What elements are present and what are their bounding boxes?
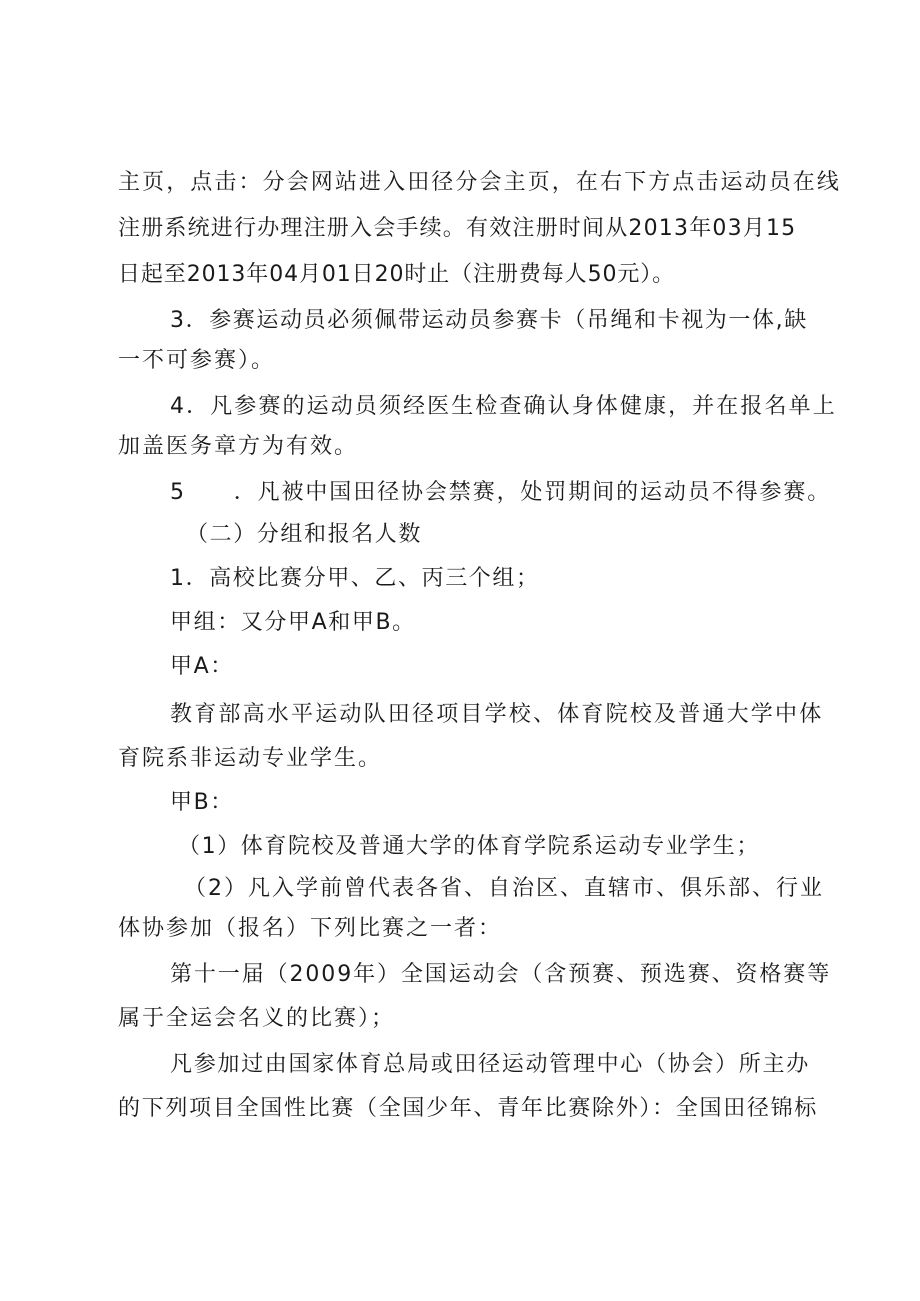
section-heading: （二）分组和报名人数 xyxy=(186,522,423,547)
paragraph-line: 第十一届（2009年）全国运动会（含预赛、预选赛、资格赛等 xyxy=(170,962,832,987)
paragraph-line: 育院系非运动专业学生。 xyxy=(118,746,383,771)
paragraph-line: 体协参加（报名）下列比赛之一者： xyxy=(118,916,503,941)
paragraph-line: 甲B： xyxy=(170,790,234,815)
paragraph-line: 一不可参赛）。 xyxy=(118,348,276,373)
paragraph-line: 加盖医务章方为有效。 xyxy=(118,434,359,459)
paragraph-line: （2）凡入学前曾代表各省、自治区、直辖市、俱乐部、行业 xyxy=(184,876,824,901)
paragraph-line: 3．参赛运动员必须佩带运动员参赛卡（吊绳和卡视为一体,缺 xyxy=(170,308,808,333)
paragraph-line: 教育部高水平运动队田径项目学校、体育院校及普通大学中体 xyxy=(170,702,824,727)
paragraph-line: 属于全运会名义的比赛）； xyxy=(118,1006,396,1031)
paragraph-line: 日起至2013年04月01日20时止（注册费每人50元）。 xyxy=(118,262,676,287)
paragraph-line: 主页，点击：分会网站进入田径分会主页，在右下方点击运动员在线 xyxy=(118,170,842,195)
paragraph-line: 的下列项目全国性比赛（全国少年、青年比赛除外）：全国田径锦标 xyxy=(118,1096,819,1121)
paragraph-line: 1．高校比赛分甲、乙、丙三个组； xyxy=(170,566,540,591)
paragraph-line: 甲A： xyxy=(170,654,234,679)
paragraph-line: 4．凡参赛的运动员须经医生检查确认身体健康，并在报名单上 xyxy=(170,394,837,419)
paragraph-line: （1）体育院校及普通大学的体育学院系运动专业学生； xyxy=(178,834,760,859)
paragraph-line: 注册系统进行办理注册入会手续。有效注册时间从2013年03月15 xyxy=(118,216,797,241)
paragraph-line: 凡参加过由国家体育总局或田径运动管理中心（协会）所主办 xyxy=(170,1052,810,1077)
paragraph-line: 甲组：又分甲A和甲B。 xyxy=(170,610,416,635)
paragraph-line: 5 ．凡被中国田径协会禁赛，处罚期间的运动员不得参赛。 xyxy=(170,480,832,505)
